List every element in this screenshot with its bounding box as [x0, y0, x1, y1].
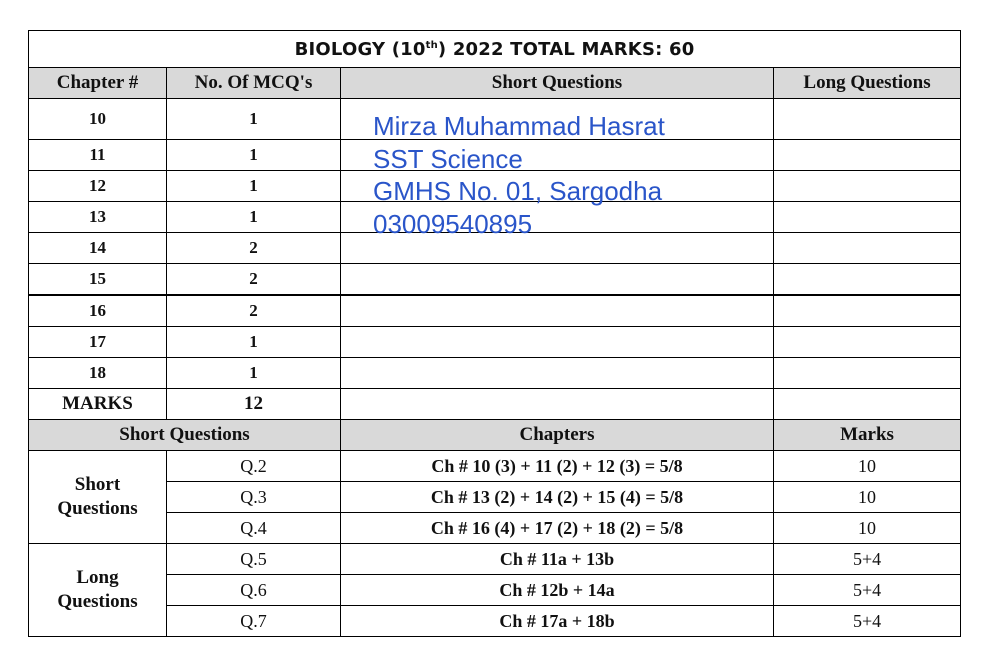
short-questions-cell	[341, 295, 774, 327]
long-questions-cell	[774, 233, 961, 264]
question-number: Q.7	[167, 606, 341, 637]
header-short-questions-section: Short Questions	[29, 420, 341, 451]
table-row	[29, 482, 961, 513]
mcq-count-cell: 2	[167, 233, 341, 264]
group-label-line: Questions	[57, 591, 138, 612]
group-label-line: Questions	[57, 498, 138, 519]
header-mcqs: No. Of MCQ's	[167, 68, 341, 99]
table-row	[29, 513, 961, 544]
marks-row	[29, 389, 961, 420]
chapter-cell: 15	[29, 264, 167, 296]
short-questions-cell	[341, 358, 774, 389]
group-label-line: Short	[74, 474, 121, 495]
mcq-count-cell: 1	[167, 171, 341, 202]
overlay-line-title: SST Science	[373, 143, 523, 174]
chapter-cell: 13	[29, 202, 167, 233]
mcq-count-cell: 2	[167, 295, 341, 327]
short-questions-cell	[341, 264, 774, 296]
chapter-cell: 14	[29, 233, 167, 264]
table-row	[29, 264, 961, 296]
marks-label: MARKS	[29, 389, 167, 420]
short-questions-cell	[341, 389, 774, 420]
title-text: BIOLOGY (10	[294, 38, 426, 60]
mcq-count-cell: 2	[167, 264, 341, 296]
long-questions-cell	[774, 295, 961, 327]
table-row	[29, 358, 961, 389]
mcq-count-cell: 1	[167, 358, 341, 389]
marks-cell: 10	[774, 513, 961, 544]
header-chapters: Chapters	[341, 420, 774, 451]
marks-cell: 5+4	[774, 575, 961, 606]
table-row	[29, 451, 961, 482]
mcq-count-cell: 1	[167, 202, 341, 233]
title-superscript: th	[425, 39, 438, 51]
group-label-line: Long	[76, 567, 119, 588]
overlay-line-name: Mirza Muhammad Hasrat	[373, 111, 665, 141]
mcq-count-cell: 1	[167, 140, 341, 171]
chapters-cell: Ch # 11a + 13b	[341, 544, 774, 575]
long-questions-cell	[774, 140, 961, 171]
chapters-cell: Ch # 16 (4) + 17 (2) + 18 (2) = 5/8	[341, 513, 774, 544]
chapter-cell: 18	[29, 358, 167, 389]
long-questions-cell	[774, 389, 961, 420]
marks-cell: 10	[774, 482, 961, 513]
chapter-cell: 12	[29, 171, 167, 202]
table-title	[29, 31, 961, 68]
overlay-line-school: GMHS No. 01, Sargodha	[373, 176, 663, 206]
table-row	[29, 327, 961, 358]
marks-cell: 5+4	[774, 544, 961, 575]
table-row	[29, 575, 961, 606]
question-number: Q.2	[167, 451, 341, 482]
chapters-cell: Ch # 17a + 18b	[341, 606, 774, 637]
chapters-cell: Ch # 10 (3) + 11 (2) + 12 (3) = 5/8	[341, 451, 774, 482]
marks-cell: 10	[774, 451, 961, 482]
header-long-questions: Long Questions	[774, 68, 961, 99]
short-questions-cell	[341, 327, 774, 358]
table-row	[29, 544, 961, 575]
long-questions-cell	[774, 171, 961, 202]
long-questions-cell	[774, 327, 961, 358]
table-row	[29, 606, 961, 637]
marks-total: 12	[167, 389, 341, 420]
mcq-count-cell: 1	[167, 99, 341, 140]
chapter-cell: 11	[29, 140, 167, 171]
table-row	[29, 295, 961, 327]
chapter-cell: 10	[29, 99, 167, 140]
chapters-cell: Ch # 12b + 14a	[341, 575, 774, 606]
question-number: Q.3	[167, 482, 341, 513]
question-number: Q.6	[167, 575, 341, 606]
short-questions-group-label	[29, 451, 167, 544]
header-chapter: Chapter #	[29, 68, 167, 99]
header-marks: Marks	[774, 420, 961, 451]
long-questions-cell	[774, 99, 961, 140]
question-number: Q.5	[167, 544, 341, 575]
question-number: Q.4	[167, 513, 341, 544]
long-questions-cell	[774, 264, 961, 296]
chapter-cell: 16	[29, 295, 167, 327]
marks-cell: 5+4	[774, 606, 961, 637]
title-text-suffix: ) 2022 TOTAL MARKS: 60	[437, 38, 695, 60]
chapter-cell: 17	[29, 327, 167, 358]
mcq-count-cell: 1	[167, 327, 341, 358]
long-questions-cell	[774, 202, 961, 233]
long-questions-group-label	[29, 544, 167, 637]
overlay-line-phone: 03009540895	[373, 208, 533, 239]
chapters-cell: Ch # 13 (2) + 14 (2) + 15 (4) = 5/8	[341, 482, 774, 513]
author-watermark-text	[373, 110, 665, 240]
long-questions-cell	[774, 358, 961, 389]
header-short-questions: Short Questions	[341, 68, 774, 99]
